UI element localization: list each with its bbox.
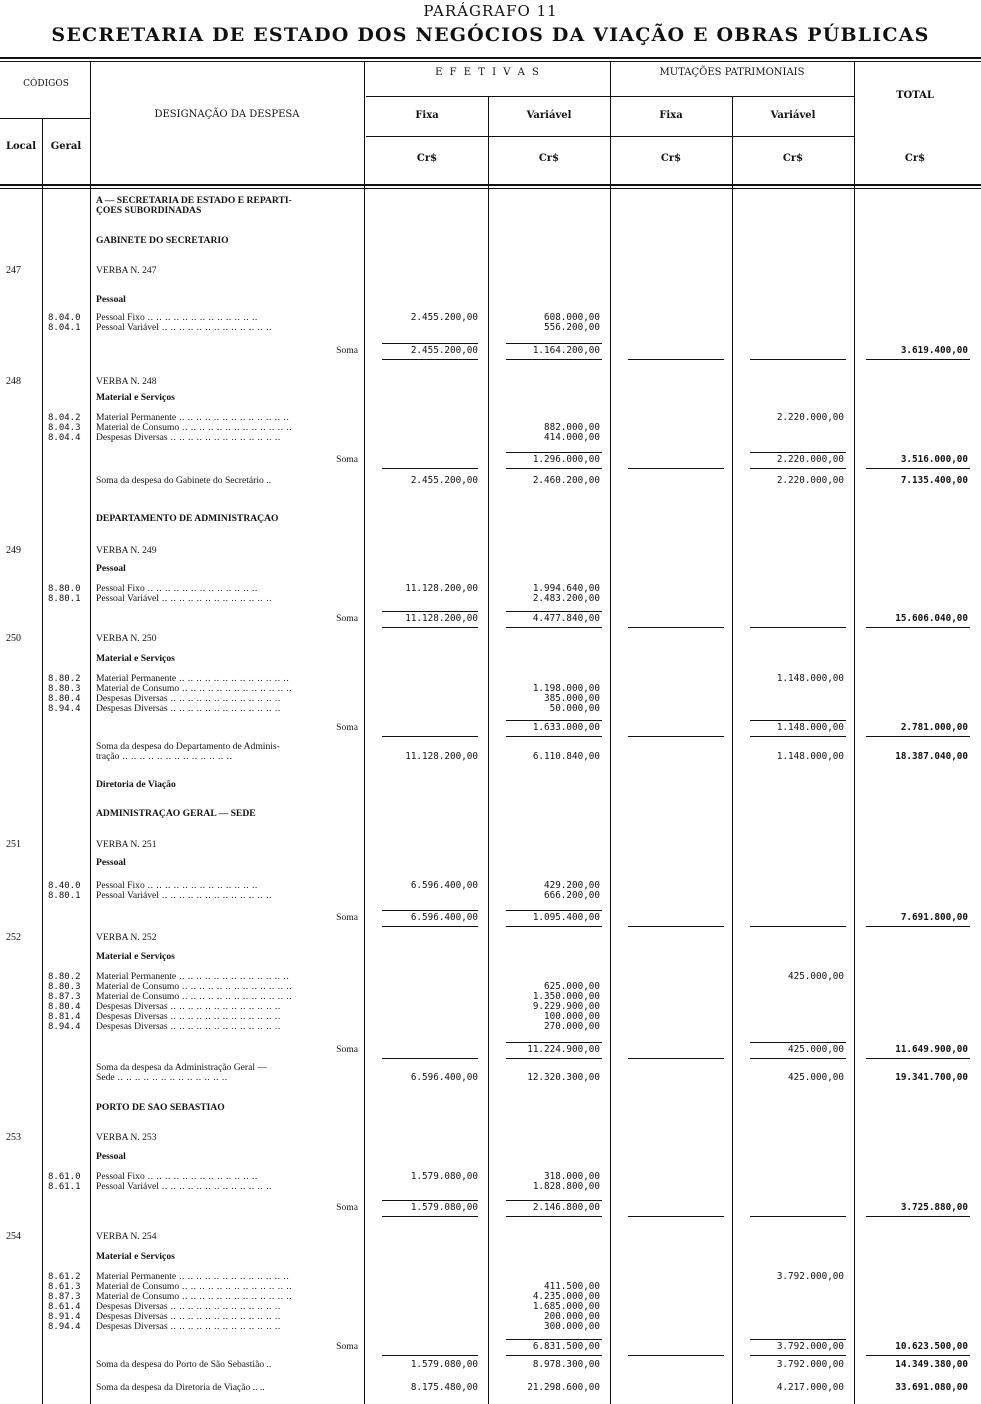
geral-code: 8.80.1 xyxy=(48,594,81,604)
header-cr-4: Cr$ xyxy=(782,153,804,164)
vline-mu-var xyxy=(854,62,855,1404)
geral-code: 8.80.4 xyxy=(48,694,81,704)
designacao-text: GABINETE DO SECRETARIO xyxy=(96,236,229,246)
efetivas-variavel-value: 1.633.000,00 xyxy=(532,722,600,733)
efetivas-variavel-value: 200.000,00 xyxy=(544,1311,600,1322)
sum-rule-under-var xyxy=(506,359,602,360)
efetivas-fixa-value: 6.596.400,00 xyxy=(410,912,478,923)
sum-rule-mu-var xyxy=(750,1339,846,1340)
sum-rule-under-mu-var xyxy=(750,926,846,927)
sum-rule-ef-var xyxy=(506,720,602,721)
efetivas-variavel-value: 11.224.900,00 xyxy=(527,1044,600,1055)
efetivas-variavel-value: 429.200,00 xyxy=(544,880,600,891)
designacao-text: Material Permanente .. .. xyxy=(96,1272,289,1282)
designacao-text: Pessoal Fixo .. .. xyxy=(96,584,258,594)
header-codigos: CÓDIGOS xyxy=(23,79,69,89)
verba-local-code: 247 xyxy=(6,265,21,276)
sum-rule-under-mu-fixa xyxy=(628,1216,724,1217)
sum-rule-under-total xyxy=(866,1216,970,1217)
soma-label: Soma xyxy=(336,345,358,356)
header-variavel-efetivas: Variável xyxy=(526,110,572,121)
geral-code: 8.81.4 xyxy=(48,1012,81,1022)
total-value: 3.619.400,00 xyxy=(900,345,968,356)
designacao-text: DEPARTAMENTO DE ADMINISTRAÇÃO xyxy=(96,514,279,524)
designacao-text: VERBA N. 247 xyxy=(96,266,157,276)
efetivas-variavel-value: 2.146.800,00 xyxy=(532,1202,600,1213)
designacao-text: Despesas Diversas .. .. xyxy=(96,1322,281,1332)
efetivas-variavel-value: 1.164.200,00 xyxy=(532,345,600,356)
vline-designacao xyxy=(364,62,365,1404)
efetivas-variavel-value: 1.095.400,00 xyxy=(532,912,600,923)
geral-code: 8.61.0 xyxy=(48,1172,81,1182)
page-title: SECRETARIA DE ESTADO DOS NEGÓCIOS DA VIAÇÃO E OBRAS PÚBLICAS xyxy=(51,24,930,46)
sum-rule-under-mu-var xyxy=(750,1355,846,1356)
geral-code: 8.80.3 xyxy=(48,684,81,694)
sum-rule-under-mu-fixa xyxy=(628,736,724,737)
designacao-text: ÇÕES SUBORDINADAS xyxy=(96,206,202,216)
sum-rule-under-mu-fixa xyxy=(628,627,724,628)
total-value: 14.349.380,00 xyxy=(895,1359,968,1370)
designacao-text: Material e Serviços xyxy=(96,952,175,962)
sum-rule-under-mu-var xyxy=(750,1216,846,1217)
sum-rule-under-total xyxy=(866,1355,970,1356)
designacao-text: tração .. .. xyxy=(96,752,232,762)
mutacoes-variavel-value: 425.000,00 xyxy=(788,1044,844,1055)
sum-rule-under-total xyxy=(866,1058,970,1059)
total-value: 7.135.400,00 xyxy=(900,475,968,486)
total-value: 18.387.040,00 xyxy=(895,751,968,762)
verba-local-code: 253 xyxy=(6,1132,21,1143)
efetivas-fixa-value: 11.128.200,00 xyxy=(405,613,478,624)
geral-code: 8.61.1 xyxy=(48,1182,81,1192)
designacao-text: PORTO DE SAO SEBASTIAO xyxy=(96,1103,225,1113)
designacao-text: Pessoal Variável .. .. xyxy=(96,1182,272,1192)
designacao-text: Despesas Diversas .. .. xyxy=(96,433,281,443)
header-cr-2: Cr$ xyxy=(538,153,560,164)
sum-rule-ef-var xyxy=(506,452,602,453)
mutacoes-variavel-value: 2.220.000,00 xyxy=(776,454,844,465)
geral-code: 8.04.4 xyxy=(48,433,81,443)
header-cr-1: Cr$ xyxy=(416,153,438,164)
sum-rule-ef-fixa xyxy=(382,910,478,911)
designacao-text: Pessoal Fixo .. .. xyxy=(96,881,258,891)
geral-code: 8.87.3 xyxy=(48,1292,81,1302)
geral-code: 8.61.3 xyxy=(48,1282,81,1292)
designacao-text: Material de Consumo .. .. xyxy=(96,423,292,433)
verba-local-code: 248 xyxy=(6,376,21,387)
designacao-text: Diretoria de Viação xyxy=(96,780,176,790)
sum-rule-under-var xyxy=(506,926,602,927)
geral-code: 8.80.4 xyxy=(48,1002,81,1012)
designacao-text: Despesas Diversas .. .. xyxy=(96,1002,281,1012)
efetivas-fixa-value: 1.579.080,00 xyxy=(410,1171,478,1182)
sum-rule-under-total xyxy=(866,359,970,360)
mutacoes-variavel-value: 1.148.000,00 xyxy=(776,673,844,684)
header-geral: Geral xyxy=(50,141,82,152)
geral-code: 8.04.1 xyxy=(48,323,81,333)
efetivas-fixa-value: 1.579.080,00 xyxy=(410,1202,478,1213)
geral-code: 8.61.4 xyxy=(48,1302,81,1312)
efetivas-variavel-value: 4.477.840,00 xyxy=(532,613,600,624)
designacao-text: Pessoal Fixo .. .. xyxy=(96,1172,258,1182)
efetivas-variavel-value: 385.000,00 xyxy=(544,693,600,704)
header-local: Local xyxy=(5,141,37,152)
designacao-text: Material de Consumo .. .. xyxy=(96,1282,292,1292)
soma-label: Soma xyxy=(336,1044,358,1055)
efetivas-fixa-value: 2.455.200,00 xyxy=(410,312,478,323)
total-value: 19.341.700,00 xyxy=(895,1072,968,1083)
sum-rule-ef-var xyxy=(506,910,602,911)
mutacoes-variavel-value: 4.217.000,00 xyxy=(776,1382,844,1393)
soma-label: Soma xyxy=(336,1341,358,1352)
designacao-text: Soma da despesa do Porto de São Sebastião .. xyxy=(96,1360,272,1370)
designacao-text: Soma da despesa da Administração Geral — xyxy=(96,1063,268,1073)
efetivas-variavel-value: 666.200,00 xyxy=(544,890,600,901)
header-designacao: DESIGNAÇÃO DA DESPESA xyxy=(154,109,300,120)
geral-code: 8.04.3 xyxy=(48,423,81,433)
sum-rule-under-mu-var xyxy=(750,627,846,628)
geral-code: 8.80.2 xyxy=(48,972,81,982)
designacao-text: Soma da despesa da Diretoria de Viação .. .. xyxy=(96,1383,265,1393)
total-value: 3.516.000,00 xyxy=(900,454,968,465)
designacao-text: VERBA N. 254 xyxy=(96,1232,157,1242)
sum-rule-under-var xyxy=(506,468,602,469)
sum-rule-under-mu-var xyxy=(750,468,846,469)
sum-rule-under-total xyxy=(866,468,970,469)
designacao-text: Material de Consumo .. .. xyxy=(96,992,292,1002)
designacao-text: VERBA N. 252 xyxy=(96,933,157,943)
designacao-text: Material Permanente .. .. xyxy=(96,413,289,423)
designacao-text: Material de Consumo .. .. xyxy=(96,982,292,992)
designacao-text: Pessoal Variável .. .. xyxy=(96,594,272,604)
sum-rule-ef-var xyxy=(506,1200,602,1201)
sum-rule-mu-var xyxy=(750,1042,846,1043)
header-cr-5: Cr$ xyxy=(904,153,926,164)
designacao-text: Despesas Diversas .. .. xyxy=(96,1302,281,1312)
sum-rule-mu-var xyxy=(750,720,846,721)
designacao-text: Material de Consumo .. .. xyxy=(96,1292,292,1302)
designacao-text: ADMINISTRAÇÃO GERAL — SEDE xyxy=(96,809,256,819)
designacao-text: Pessoal xyxy=(96,564,126,574)
sum-rule-ef-var xyxy=(506,343,602,344)
efetivas-variavel-value: 270.000,00 xyxy=(544,1021,600,1032)
top-rule xyxy=(0,57,981,59)
efetivas-fixa-value: 1.579.080,00 xyxy=(410,1359,478,1370)
sum-rule-under-mu-fixa xyxy=(628,1058,724,1059)
header-bottom-rule-2 xyxy=(0,188,981,189)
header-bottom-rule xyxy=(0,184,981,186)
efetivas-variavel-value: 1.994.640,00 xyxy=(532,583,600,594)
efetivas-variavel-value: 9.229.900,00 xyxy=(532,1001,600,1012)
sum-rule-ef-fixa xyxy=(382,1200,478,1201)
soma-label: Soma xyxy=(336,722,358,733)
efetivas-variavel-value: 1.296.000,00 xyxy=(532,454,600,465)
mutacoes-variavel-value: 1.148.000,00 xyxy=(776,751,844,762)
designacao-text: VERBA N. 251 xyxy=(96,840,157,850)
mutacoes-variavel-value: 2.220.000,00 xyxy=(776,412,844,423)
efetivas-fixa-value: 11.128.200,00 xyxy=(405,583,478,594)
top-rule-2 xyxy=(0,61,981,62)
designacao-text: VERBA N. 250 xyxy=(96,634,157,644)
soma-label: Soma xyxy=(336,912,358,923)
geral-code: 8.94.4 xyxy=(48,704,81,714)
sum-rule-ef-var xyxy=(506,1339,602,1340)
geral-code: 8.80.0 xyxy=(48,584,81,594)
sum-rule-under-mu-fixa xyxy=(628,926,724,927)
geral-code: 8.61.2 xyxy=(48,1272,81,1282)
designacao-text: Despesas Diversas .. .. xyxy=(96,694,281,704)
sum-rule-mu-var xyxy=(750,452,846,453)
designacao-text: Material Permanente .. .. xyxy=(96,674,289,684)
sum-rule-under xyxy=(382,926,478,927)
header-fixa-efetivas: Fixa xyxy=(415,110,439,121)
efetivas-variavel-value: 625.000,00 xyxy=(544,981,600,992)
designacao-text: Material e Serviços xyxy=(96,393,175,403)
efetivas-fixa-value: 6.596.400,00 xyxy=(410,880,478,891)
sum-rule-under xyxy=(382,468,478,469)
sum-rule-under-mu-var xyxy=(750,1058,846,1059)
designacao-text: VERBA N. 249 xyxy=(96,546,157,556)
designacao-text: A — SECRETARIA DE ESTADO E REPARTI- xyxy=(96,196,292,206)
sum-rule-ef-var xyxy=(506,611,602,612)
efetivas-variavel-value: 414.000,00 xyxy=(544,432,600,443)
efetivas-variavel-value: 300.000,00 xyxy=(544,1321,600,1332)
paragraph-heading: PARÁGRAFO 11 xyxy=(423,2,558,20)
geral-code: 8.80.3 xyxy=(48,982,81,992)
vline-geral xyxy=(90,62,91,1404)
verba-local-code: 250 xyxy=(6,633,21,644)
sum-rule-under-mu-fixa xyxy=(628,468,724,469)
sum-rule-ef-fixa xyxy=(382,611,478,612)
sum-rule-under-mu-fixa xyxy=(628,359,724,360)
designacao-text: Soma da despesa do Departamento de Adminis- xyxy=(96,742,280,752)
designacao-text: Material e Serviços xyxy=(96,1252,175,1262)
total-value: 11.649.900,00 xyxy=(895,1044,968,1055)
sum-rule-under xyxy=(382,1058,478,1059)
efetivas-variavel-value: 1.350.000,00 xyxy=(532,991,600,1002)
designacao-text: Pessoal xyxy=(96,295,126,305)
sum-rule-under-mu-fixa xyxy=(628,1355,724,1356)
efetivas-variavel-value: 4.235.000,00 xyxy=(532,1291,600,1302)
mutacoes-variavel-value: 3.792.000,00 xyxy=(776,1271,844,1282)
sum-rule-under xyxy=(382,1216,478,1217)
header-efetivas: E F E T I V A S xyxy=(435,67,541,78)
geral-code: 8.04.2 xyxy=(48,413,81,423)
geral-code: 8.94.4 xyxy=(48,1322,81,1332)
sum-rule-under-mu-var xyxy=(750,359,846,360)
sum-rule-under-var xyxy=(506,627,602,628)
header-fixa-mutacoes: Fixa xyxy=(659,110,683,121)
sum-rule-under-mu-var xyxy=(750,736,846,737)
efetivas-fixa-value: 2.455.200,00 xyxy=(410,345,478,356)
efetivas-variavel-value: 882.000,00 xyxy=(544,422,600,433)
designacao-text: Pessoal Variável .. .. xyxy=(96,891,272,901)
designacao-text: Despesas Diversas .. .. xyxy=(96,704,281,714)
verba-local-code: 251 xyxy=(6,839,21,850)
sum-rule-under-var xyxy=(506,1216,602,1217)
sum-rule-under-var xyxy=(506,1355,602,1356)
sum-rule-under-var xyxy=(506,736,602,737)
total-value: 33.691.080,00 xyxy=(895,1382,968,1393)
soma-label: Soma xyxy=(336,1202,358,1213)
verba-local-code: 254 xyxy=(6,1231,21,1242)
geral-code: 8.87.3 xyxy=(48,992,81,1002)
sum-rule-under xyxy=(382,1355,478,1356)
geral-code: 8.94.4 xyxy=(48,1022,81,1032)
efetivas-variavel-value: 21.298.600,00 xyxy=(527,1382,600,1393)
designacao-text: Pessoal Fixo .. .. xyxy=(96,313,258,323)
soma-label: Soma xyxy=(336,454,358,465)
efetivas-variavel-value: 50.000,00 xyxy=(549,703,600,714)
mutacoes-variavel-value: 425.000,00 xyxy=(788,1072,844,1083)
designacao-text: Material Permanente .. .. xyxy=(96,972,289,982)
efetivas-variavel-value: 100.000,00 xyxy=(544,1011,600,1022)
efetivas-variavel-value: 1.198.000,00 xyxy=(532,683,600,694)
efetivas-variavel-value: 1.685.000,00 xyxy=(532,1301,600,1312)
sum-rule-ef-fixa xyxy=(382,343,478,344)
vline-ef-var xyxy=(610,62,611,1404)
efetivas-variavel-value: 12.320.300,00 xyxy=(527,1072,600,1083)
sum-rule-under-total xyxy=(866,736,970,737)
sum-rule-under-total xyxy=(866,627,970,628)
geral-code: 8.80.2 xyxy=(48,674,81,684)
total-value: 10.623.500,00 xyxy=(895,1341,968,1352)
header-cr-3: Cr$ xyxy=(660,153,682,164)
efetivas-variavel-value: 6.110.840,00 xyxy=(532,751,600,762)
efetivas-fixa-value: 8.175.480,00 xyxy=(410,1382,478,1393)
total-value: 15.606.040,00 xyxy=(895,613,968,624)
sum-rule-under-var xyxy=(506,1058,602,1059)
header-mutacoes: MUTAÇÕES PATRIMONIAIS xyxy=(659,67,805,78)
total-value: 7.691.800,00 xyxy=(900,912,968,923)
total-value: 3.725.880,00 xyxy=(900,1202,968,1213)
mutacoes-variavel-value: 2.220.000,00 xyxy=(776,475,844,486)
geral-code: 8.40.0 xyxy=(48,881,81,891)
efetivas-variavel-value: 556.200,00 xyxy=(544,322,600,333)
efetivas-variavel-value: 8.978.300,00 xyxy=(532,1359,600,1370)
efetivas-variavel-value: 2.483.200,00 xyxy=(532,593,600,604)
mutacoes-variavel-value: 425.000,00 xyxy=(788,971,844,982)
efetivas-variavel-value: 2.460.200,00 xyxy=(532,475,600,486)
efetivas-variavel-value: 1.828.800,00 xyxy=(532,1181,600,1192)
designacao-text: Pessoal xyxy=(96,1152,126,1162)
vline-local xyxy=(42,118,43,1404)
efetivas-variavel-value: 608.000,00 xyxy=(544,312,600,323)
designacao-text: Pessoal xyxy=(96,858,126,868)
efetivas-fixa-value: 11.128.200,00 xyxy=(405,751,478,762)
designacao-text: VERBA N. 248 xyxy=(96,377,157,387)
designacao-text: Soma da despesa do Gabinete do Secretário .. xyxy=(96,476,272,486)
soma-label: Soma xyxy=(336,613,358,624)
sum-rule-under xyxy=(382,736,478,737)
geral-code: 8.04.0 xyxy=(48,313,81,323)
designacao-text: Despesas Diversas .. .. xyxy=(96,1012,281,1022)
verba-local-code: 249 xyxy=(6,545,21,556)
mutacoes-variavel-value: 1.148.000,00 xyxy=(776,722,844,733)
designacao-text: Despesas Diversas .. .. xyxy=(96,1022,281,1032)
efetivas-fixa-value: 2.455.200,00 xyxy=(410,475,478,486)
header-variavel-mutacoes: Variável xyxy=(770,110,816,121)
header-total: TOTAL xyxy=(896,90,934,101)
designacao-text: Pessoal Variável .. .. xyxy=(96,323,272,333)
sum-rule-under xyxy=(382,359,478,360)
total-value: 2.781.000,00 xyxy=(900,722,968,733)
geral-code: 8.80.1 xyxy=(48,891,81,901)
mutacoes-variavel-value: 3.792.000,00 xyxy=(776,1359,844,1370)
designacao-text: Material de Consumo .. .. xyxy=(96,684,292,694)
sum-rule-ef-var xyxy=(506,1042,602,1043)
designacao-text: VERBA N. 253 xyxy=(96,1133,157,1143)
designacao-text: Despesas Diversas .. .. xyxy=(96,1312,281,1322)
efetivas-variavel-value: 411.500,00 xyxy=(544,1281,600,1292)
vline-mu-fixa xyxy=(732,96,733,1404)
geral-code: 8.91.4 xyxy=(48,1312,81,1322)
header-rule-codigos xyxy=(0,118,90,119)
verba-local-code: 252 xyxy=(6,932,21,943)
efetivas-variavel-value: 6.831.500,00 xyxy=(532,1341,600,1352)
sum-rule-under xyxy=(382,627,478,628)
designacao-text: Material e Serviços xyxy=(96,654,175,664)
efetivas-fixa-value: 6.596.400,00 xyxy=(410,1072,478,1083)
designacao-text: Sede .. .. xyxy=(96,1073,228,1083)
mutacoes-variavel-value: 3.792.000,00 xyxy=(776,1341,844,1352)
efetivas-variavel-value: 318.000,00 xyxy=(544,1171,600,1182)
sum-rule-under-total xyxy=(866,926,970,927)
